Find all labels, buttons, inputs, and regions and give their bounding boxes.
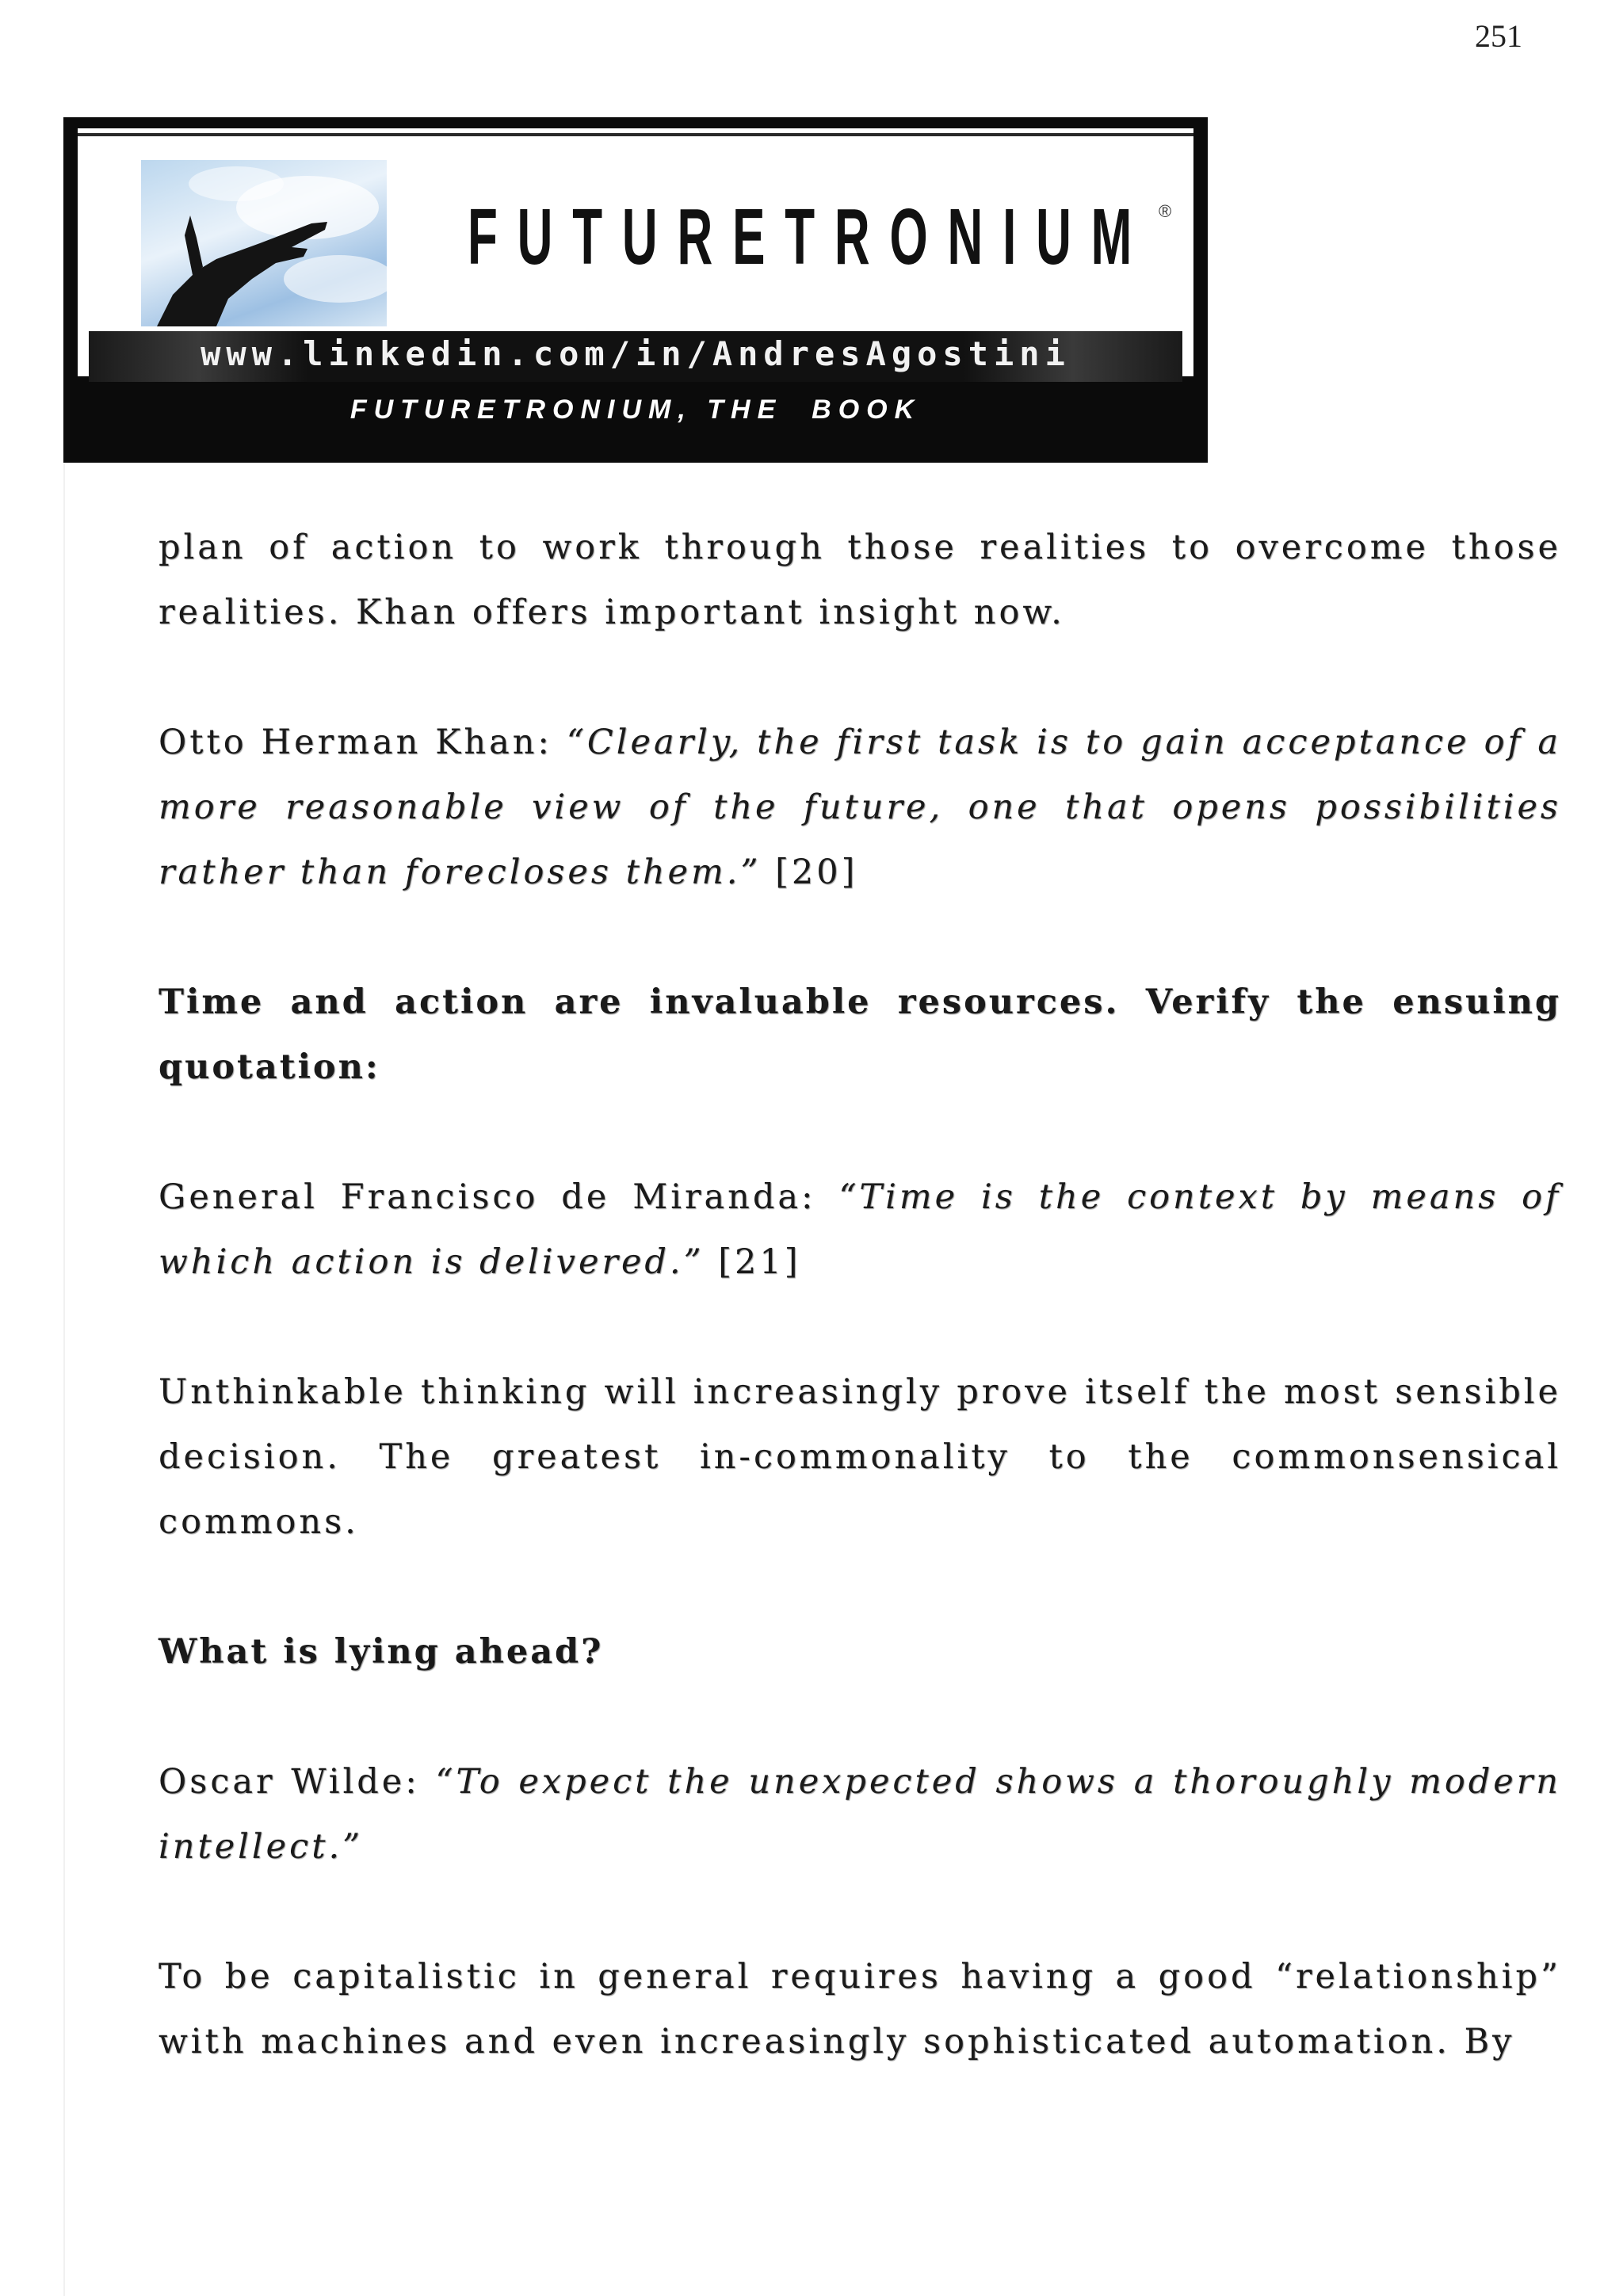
- quote-speaker: Otto Herman Khan:: [158, 723, 567, 762]
- paragraph-text: Unthinkable thinking will increasingly prove itself the most sensible decision. The greatest in-commonality to the commonsensical commons.: [158, 1372, 1561, 1542]
- hand-icon: [141, 160, 387, 326]
- quote-paragraph: [158, 1165, 1561, 1295]
- registered-mark: ®: [1159, 201, 1172, 221]
- paragraph-text: Time and action are invaluable resources. Verify the ensuing quotation:: [158, 982, 1561, 1087]
- quote-speaker: General Francisco de Miranda:: [158, 1177, 839, 1217]
- brand-logo-text: FUTURETRONIUM: [468, 193, 1152, 281]
- paragraph: [158, 1360, 1561, 1554]
- citation-ref: [20]: [761, 852, 858, 892]
- banner-url: www.linkedin.com/in/AndresAgostini: [200, 334, 1071, 373]
- bold-paragraph: [158, 1619, 1561, 1684]
- header-banner: [63, 117, 1208, 463]
- paragraph: [158, 515, 1561, 645]
- paragraph-text: To be capitalistic in general requires having a good “relationship” with machines and even increasingly sophisticated automation. By: [158, 1957, 1561, 2061]
- banner-subtitle: FUTURETRONIUM, THE BOOK: [349, 395, 922, 425]
- page-body: [158, 515, 1561, 2139]
- page-number: 251: [1475, 18, 1522, 54]
- quote-text: “To expect the unexpected shows a thoroughly modern intellect.”: [158, 1762, 1561, 1867]
- banner-top-line: [78, 133, 1193, 136]
- paragraph-text: plan of action to work through those realities to overcome those realities. Khan offers important insight now.: [158, 528, 1561, 632]
- paragraph: [158, 1944, 1561, 2074]
- quote-text: “Time is the context by means of which action is delivered.”: [158, 1177, 1561, 1282]
- paragraph-text: What is lying ahead?: [158, 1632, 604, 1672]
- bold-paragraph: [158, 970, 1561, 1100]
- quote-paragraph: [158, 1749, 1561, 1879]
- citation-ref: [21]: [704, 1242, 801, 1282]
- banner-panel: [78, 128, 1193, 376]
- quote-text: “Clearly, the first task is to gain acceptance of a more reasonable view of the future, one that opens possibilities rather than forecloses them.”: [158, 723, 1561, 892]
- hand-reaching-sky-image: [141, 160, 387, 326]
- quote-speaker: Oscar Wilde:: [158, 1762, 436, 1802]
- quote-paragraph: [158, 710, 1561, 905]
- margin-rule: [63, 460, 65, 2296]
